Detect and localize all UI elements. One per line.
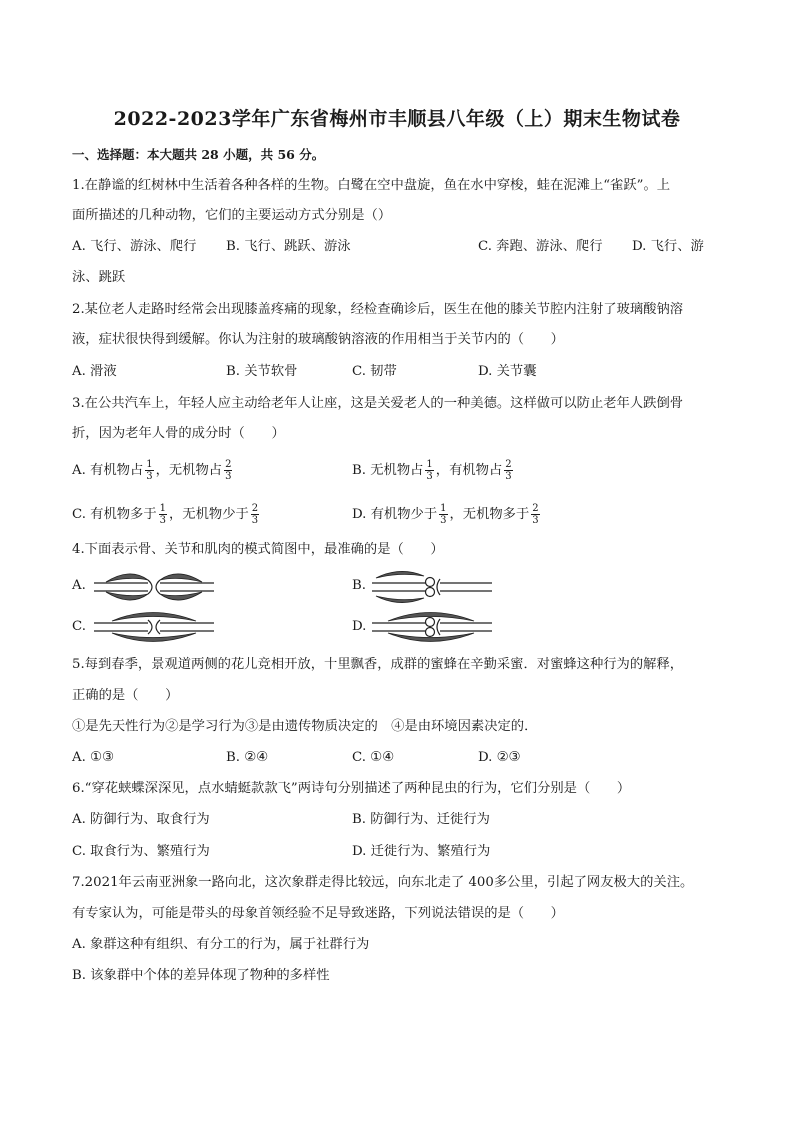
question-3-option-d[interactable]: D. 有机物少于 $\frac{1}{3}$ ，无机物多于 $\frac{2}{3}$ [352, 503, 539, 526]
question-2-option-c[interactable]: C. 韧带 [352, 364, 397, 379]
question-4-option-a[interactable]: A. [72, 578, 86, 593]
question-6-option-d[interactable]: D. 迁徙行为、繁殖行为 [352, 844, 491, 859]
fraction-one-third: $\frac{1}{3}$ [146, 459, 153, 482]
fraction-two-thirds: $\frac{2}{3}$ [532, 503, 539, 526]
question-6-option-b[interactable]: B. 防御行为、迁徙行为 [352, 812, 490, 827]
page-title: 2022-2023学年广东省梅州市丰顺县八年级（上）期末生物试卷 [113, 108, 681, 130]
question-3-stem-line2: 折，因为老年人骨的成分时（ ） [72, 426, 285, 441]
question-5-option-c[interactable]: C. ①④ [352, 750, 394, 765]
bone-joint-muscle-diagram-d[interactable] [370, 606, 494, 648]
bone-joint-muscle-diagram-b[interactable] [370, 566, 494, 608]
question-7-option-b[interactable]: B. 该象群中个体的差异体现了物种的多样性 [72, 968, 330, 983]
question-5-option-b[interactable]: B. ②④ [226, 750, 269, 765]
question-1-option-a[interactable]: A. 飞行、游泳、爬行 [72, 239, 197, 254]
question-6-option-c[interactable]: C. 取食行为、繁殖行为 [72, 844, 210, 859]
fraction-two-thirds: $\frac{2}{3}$ [505, 459, 512, 482]
fraction-one-third: $\frac{1}{3}$ [159, 503, 167, 526]
section-heading: 一、选择题：本大题共 28 小题，共 56 分。 [72, 147, 325, 162]
question-7-option-a[interactable]: A. 象群这种有组织、有分工的行为，属于社群行为 [72, 937, 370, 952]
question-4-option-b[interactable]: B. [352, 578, 366, 593]
question-3-option-a[interactable]: A. 有机物占 $\frac{1}{3}$ ，无机物占 $\frac{2}{3}$ [72, 459, 232, 482]
question-5-stem-line2: 正确的是（ ） [72, 688, 179, 703]
question-5-stem-line1: 5.每到春季，景观道两侧的花儿竞相开放，十里飘香，成群的蜜蜂在辛勤采蜜．对蜜蜂这种行为的解释， [72, 657, 684, 672]
bone-joint-muscle-diagram-a[interactable] [92, 566, 216, 608]
question-1-option-d-cont: 泳、跳跃 [72, 270, 126, 285]
question-4-option-c[interactable]: C. [72, 619, 86, 634]
question-6-stem: 6.“穿花蛱蝶深深见，点水蜻蜓款款飞”两诗句分别描述了两种昆虫的行为，它们分别是（ ） [72, 781, 631, 796]
question-1-stem-line2: 面所描述的几种动物，它们的主要运动方式分别是（） [72, 208, 392, 223]
question-6-option-a[interactable]: A. 防御行为、取食行为 [72, 812, 210, 827]
question-2-stem-line1: 2.某位老人走路时经常会出现膝盖疼痛的现象，经检查确诊后，医生在他的膝关节腔内注射了玻璃酸钠溶 [72, 302, 684, 317]
question-4-option-d[interactable]: D. [352, 619, 367, 634]
question-4-stem: 4.下面表示骨、关节和肌肉的模式简图中，最准确的是（ ） [72, 542, 444, 557]
fraction-one-third: $\frac{1}{3}$ [440, 503, 447, 526]
question-1-option-b[interactable]: B. 飞行、跳跃、游泳 [226, 239, 351, 254]
question-7-stem-line1: 7.2021年云南亚洲象一路向北，这次象群走得比较远，向东北走了 400多公里，引起了网友极大的关注。 [72, 875, 694, 890]
fraction-two-thirds: $\frac{2}{3}$ [251, 503, 259, 526]
question-1-option-c[interactable]: C. 奔跑、游泳、爬行 [478, 239, 603, 254]
question-3-stem-line1: 3.在公共汽车上，年轻人应主动给老年人让座，这是关爱老人的一种美德。这样做可以防止老年人跌倒骨 [72, 396, 684, 411]
question-1-option-d[interactable]: D. 飞行、游 [632, 239, 704, 254]
question-2-option-a[interactable]: A. 滑液 [72, 364, 117, 379]
question-5-option-a[interactable]: A. ①③ [72, 750, 114, 765]
fraction-two-thirds: $\frac{2}{3}$ [225, 459, 232, 482]
question-2-option-d[interactable]: D. 关节囊 [478, 364, 537, 379]
bone-joint-muscle-diagram-c[interactable] [92, 606, 216, 648]
fraction-one-third: $\frac{1}{3}$ [426, 459, 433, 482]
question-3-option-c[interactable]: C. 有机物多于 $\frac{1}{3}$ ，无机物少于 $\frac{2}{3}$ [72, 503, 259, 526]
question-5-statements: ①是先天性行为②是学习行为③是由遗传物质决定的 ④是由环境因素决定的． [72, 719, 538, 734]
question-5-option-d[interactable]: D. ②③ [478, 750, 521, 765]
question-2-option-b[interactable]: B. 关节软骨 [226, 364, 298, 379]
question-1-stem-line1: 1.在静谧的红树林中生活着各种各样的生物。白鹭在空中盘旋，鱼在水中穿梭，蛙在泥滩上“雀跃”。上 [72, 178, 671, 193]
question-7-stem-line2: 有专家认为，可能是带头的母象首领经验不足导致迷路，下列说法错误的是（ ） [72, 906, 564, 921]
question-3-option-b[interactable]: B. 无机物占 $\frac{1}{3}$ ，有机物占 $\frac{2}{3}$ [352, 459, 512, 482]
question-2-stem-line2: 液，症状很快得到缓解。你认为注射的玻璃酸钠溶液的作用相当于关节内的（ ） [72, 332, 564, 347]
